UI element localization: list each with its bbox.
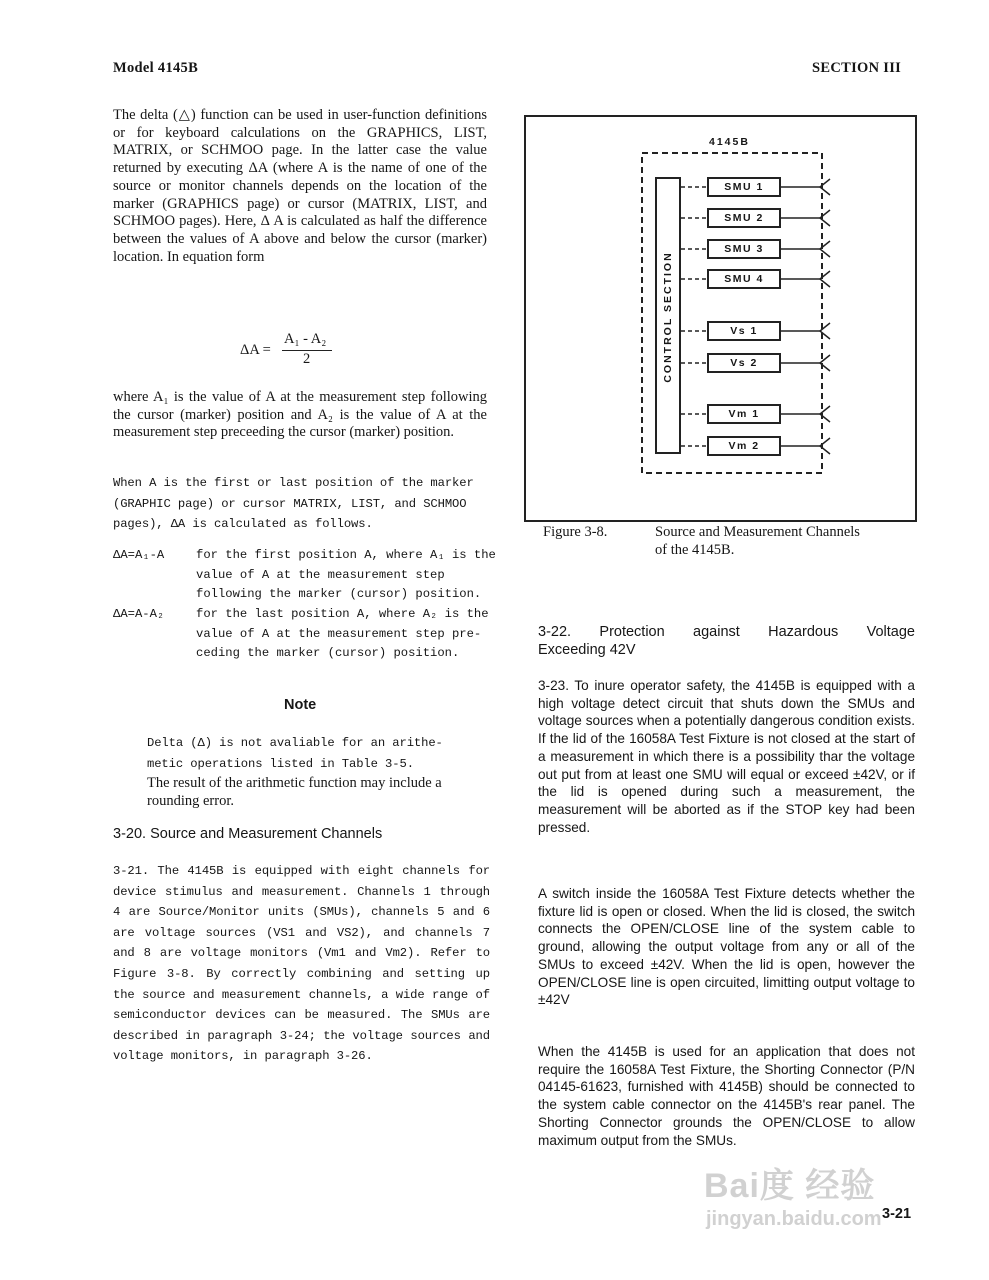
delta-def-last <box>113 605 493 665</box>
delta-def-first <box>113 546 496 606</box>
channel-vs-2: Vs 2 <box>707 353 781 373</box>
figure-title: 4145B <box>706 136 753 148</box>
equation-denominator: 2 <box>303 351 311 367</box>
figure-caption-line-2: of the 4145B. <box>655 542 735 558</box>
first-last-paragraph: When A is the first or last position of the marker (GRAPHIC page) or cursor MATRIX, LIST, and SCHMOO pages), ΔA is calculated as follows. <box>113 476 474 532</box>
paragraph-3-21: 3-21. The 4145B is equipped with eight channels for device stimulus and measurement. Channels 1 through 4 are Source/Monitor units (SMUs), channels 5 and 6 are voltage sources (VS1 and VS2), and channels 7 and 8 are voltage monitors (Vm1 and Vm2). Refer to Figure 3-8. By correctly combining and setting up the source and measurement channels, a wide range of semiconductor devices can be measured. The SMUs are described in paragraph 3-24; the voltage sources and voltage monitors, in paragraph 3-26. <box>113 864 490 1064</box>
heading-3-20: 3-20. Source and Measurement Channels <box>113 826 383 842</box>
note-line-1: Delta (Δ) is not avaliable for an arithe-metic operations listed in Table 3-5. <box>147 736 443 771</box>
page-number: 3-21 <box>882 1206 912 1222</box>
intro-paragraph: The delta (△) function can be used in user-function definitions or for keyboard calculations on the GRAPHICS, LIST, MATRIX, or SCHMOO page. In the latter case the value returned by executing ΔA (where A is the name of one of the source or monitor channels depends on the location of the marker (GRAPHICS page) or cursor (MATRIX, LIST, and SCHMOO pages). Here, Δ A is calculated as half the difference between the values of A above and below the cursor (marker) location. In equation form <box>113 107 487 265</box>
baidu-watermark-logo: Bai度 经验 <box>704 1167 876 1205</box>
delta-equation <box>240 331 370 371</box>
figure-caption-line-1: Source and Measurement Channels <box>655 524 860 540</box>
control-section <box>655 177 681 454</box>
heading-3-22-line-1: 3-22. Protection against Hazardous Voltage <box>538 624 915 640</box>
delta-def-first-lhs: ΔA=A₁-A <box>113 548 165 562</box>
channel-vm-2: Vm 2 <box>707 436 781 456</box>
paragraph-shorting-connector: When the 4145B is used for an application that does not require the 16058A Test Fixture, the Shorting Connector (P/N 04145-61623, furnished with 4145B) should be connected to the system cable connector on the 4145B's rear panel. The Shorting Connector grounds the OPEN/CLOSE to allow maximum output from the SMUs. <box>538 1044 915 1148</box>
control-section-label: CONTROL SECTION <box>662 251 674 383</box>
section-header: SECTION III <box>812 60 902 76</box>
equation-numerator: A₁ - A₂ <box>284 331 327 347</box>
delta-def-last-lhs: ΔA=A-A₂ <box>113 607 165 621</box>
channel-connections <box>681 187 707 446</box>
heading-3-22 <box>538 624 915 659</box>
channel-smu-3: SMU 3 <box>707 239 781 259</box>
paragraph-switch: A switch inside the 16058A Test Fixture detects whether the fixture lid is open or closed. When the lid is closed, the switch connects the OPEN/CLOSE line of the system cable to ground, allowing the output voltage from any or all of the SMUs to exceed ±42V. When the lid is open, however the OPEN/CLOSE line is open circuited, limitting output voltage to ±42V <box>538 886 915 1008</box>
channel-smu-2: SMU 2 <box>707 208 781 228</box>
figure-caption-number: Figure 3-8. <box>543 524 608 540</box>
paragraph-3-23: 3-23. To inure operator safety, the 4145B is equipped with a high voltage detect circuit that shuts down the SMUs and voltage sources when a potentially dangerous condition exists. If the lid of the 16058A Test Fixture is not closed at the start of a measurement in which there is a possibility thar the voltage out put from at least one SMU will equal or exceed ±42V, or if the lid is opened during such a measurement, the measurement will be aborted as if the STOP key had been pressed. <box>538 678 915 835</box>
note-title: Note <box>284 697 317 713</box>
delta-def-first-rhs: for the first position A, where A₁ is the value of A at the measurement step following the marker (cursor) position. <box>196 548 496 601</box>
model-header: Model 4145B <box>113 60 199 76</box>
note-line-2: The result of the arithmetic function may include a rounding error. <box>147 775 442 809</box>
channel-vm-1: Vm 1 <box>707 404 781 424</box>
equation-lhs: ΔA = <box>240 342 271 358</box>
delta-def-last-rhs: for the last position A, where A₂ is the value of A at the measurement step pre-ceding the marker (cursor) position. <box>196 607 489 660</box>
baidu-watermark-url: jingyan.baidu.com <box>706 1208 882 1230</box>
channel-smu-1: SMU 1 <box>707 177 781 197</box>
heading-3-22-line-2: Exceeding 42V <box>538 641 636 658</box>
channel-vs-1: Vs 1 <box>707 321 781 341</box>
channel-smu-4: SMU 4 <box>707 269 781 289</box>
where-paragraph: where A₁ is the value of A at the measurement step following the cursor (marker) position and A₂ is the value of A at the measurement step preceeding the cursor (marker) position. <box>113 389 487 441</box>
